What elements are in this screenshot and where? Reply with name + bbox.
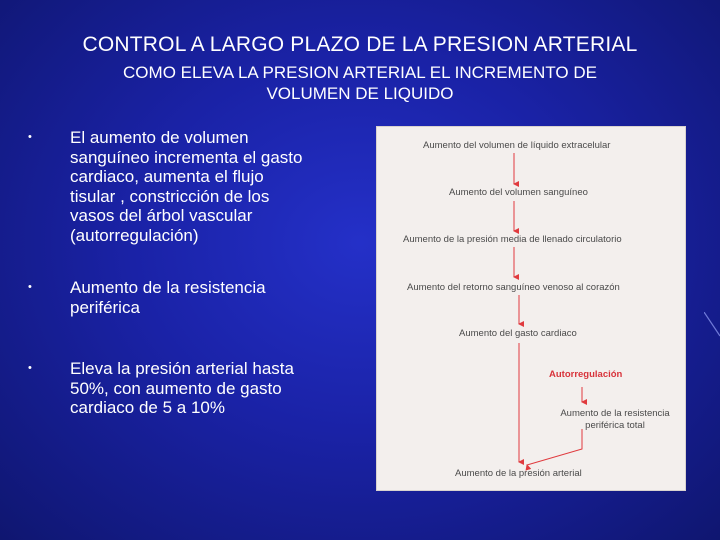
flow-step-5: Aumento del gasto cardiaco [459,328,577,339]
slide-title: CONTROL A LARGO PLAZO DE LA PRESION ARTERIAL [82,33,638,56]
flow-step-resistance-line-2: periférica total [585,420,645,431]
bullet-line: sanguíneo incrementa el gasto [70,147,303,167]
bullet-line: cardiaco de 5 a 10% [70,398,225,417]
bullet-line: Aumento de la resistencia [70,278,266,297]
bullet-line: El aumento de volumen [70,128,249,147]
flow-step-resistance [549,408,681,432]
flow-step-2: Aumento del volumen sanguíneo [449,187,588,198]
bullet-item [28,128,363,245]
bullet-line: Eleva la presión arterial hasta [70,359,294,378]
flow-step-1: Aumento del volumen de líquido extracelular [423,140,611,151]
flowchart-arrows [377,127,687,492]
bullet-item [28,278,363,317]
bullet-line: periférica [70,297,140,317]
bullet-item [28,359,363,418]
flowchart-figure [376,126,686,491]
bullet-dot: • [28,281,32,293]
subtitle-line-1: COMO ELEVA LA PRESION ARTERIAL EL INCREMENTO DE [123,63,597,82]
bullet-line: (autorregulación) [70,225,199,245]
bullet-line: vasos del árbol vascular [70,206,253,225]
flow-autoregulation: Autorregulación [549,369,623,380]
bullet-line: 50%, con aumento de gasto [70,378,282,398]
bullet-list [28,128,363,438]
slide-subtitle [60,62,660,104]
decorative-line [704,312,720,340]
flow-step-resistance-line-1: Aumento de la resistencia [560,408,670,419]
bullet-dot: • [28,131,32,143]
bullet-line: cardiaco, aumenta el flujo [70,167,264,186]
bullet-line: tisular , constricción de los [70,186,270,206]
flow-step-final: Aumento de la presión arterial [455,468,582,479]
arrow-to-pressure [527,429,582,465]
bullet-dot: • [28,362,32,374]
subtitle-line-2: VOLUMEN DE LIQUIDO [266,84,454,103]
flow-step-3: Aumento de la presión media de llenado circulatorio [403,234,622,245]
flow-step-4: Aumento del retorno sanguíneo venoso al corazón [407,282,620,293]
